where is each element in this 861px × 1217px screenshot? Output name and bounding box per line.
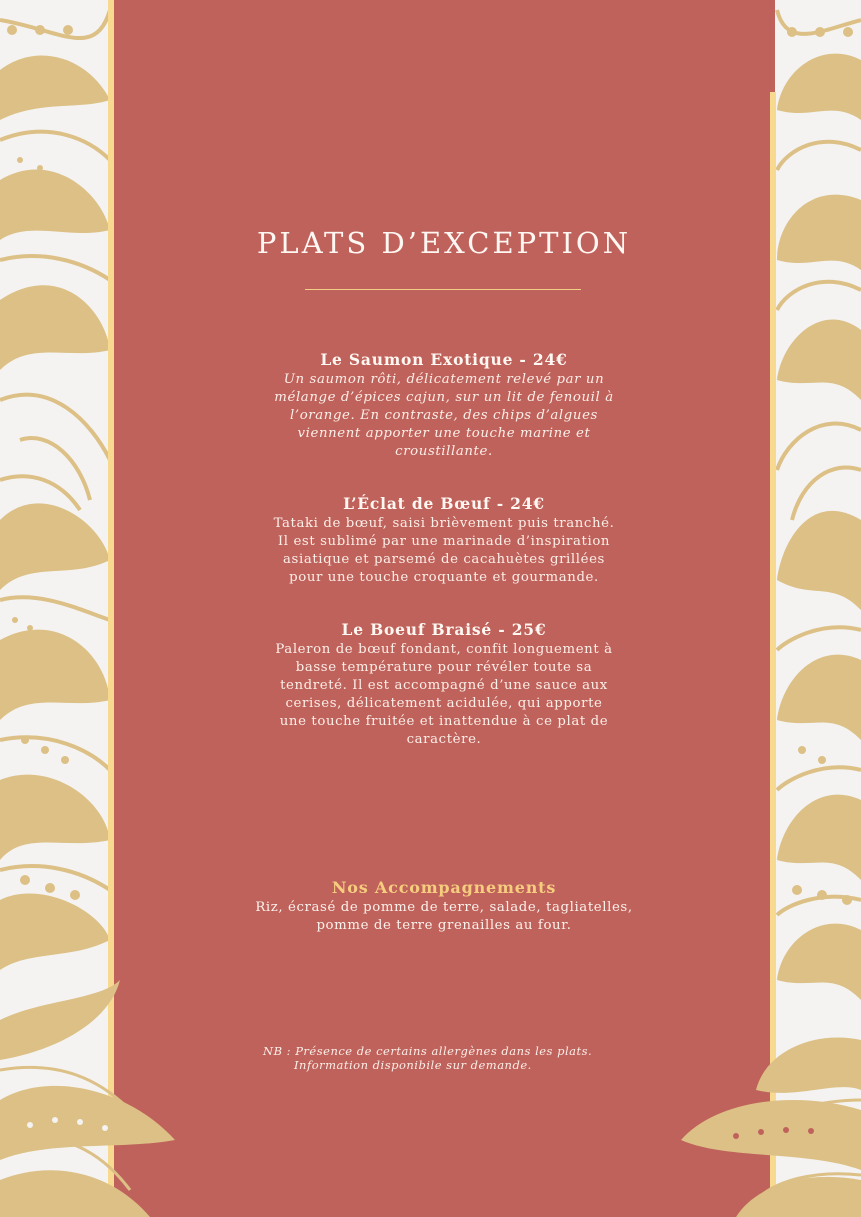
dish-description-line: Tataki de bœuf, saisi brièvement puis tranché. [273,516,615,531]
dish-description [244,515,644,587]
dish-name: Le Saumon Exotique - 24€ [320,350,568,369]
dish-description-line: Il est sublimé par une marinade d’inspiration [277,534,611,549]
dish-description-line: Un saumon rôti, délicatement relevé par un [283,372,605,387]
dish-description-line: l’orange. En contraste, des chips d’algues [290,408,598,423]
sides-section [194,877,694,935]
dish-name: Le Boeuf Braisé - 25€ [341,620,547,639]
dish-description-line: tendreté. Il est accompagné d’une sauce aux [280,678,608,693]
corner-ornament-icon [676,1030,861,1217]
dish-description-line: basse température pour révéler toute sa [295,660,593,675]
dish-description-line: cerises, délicatement acidulée, qui apporte [285,696,603,711]
sides-title: Nos Accompagnements [331,878,557,897]
dish-item [244,349,644,461]
dish-description-line: une touche fruitée et inattendue à ce plat de [279,714,609,729]
dish-description-line: croustillante. [395,444,493,459]
dish-description-line: caractère. [406,732,482,747]
dish-description-line: pour une touche croquante et gourmande. [289,570,599,585]
dish-description-line: viennent apporter une touche marine et [297,426,591,441]
title-divider [305,289,581,290]
dish-description-line: asiatique et parsemé de cacahuètes grillées [283,552,605,567]
dish-description-line: Paleron de bœuf fondant, confit longuement à [275,642,613,657]
dish-item [244,493,644,587]
note-line: NB : Présence de certains allergènes dans les plats. [263,1044,593,1058]
dish-description-line: mélange d’épices cajun, sur un lit de fenouil à [274,390,614,405]
dish-description [244,371,644,461]
page-title: PLATS D’EXCEPTION [256,226,632,260]
sides-line: pomme de terre grenailles au four. [316,918,572,933]
dish-name: L’Éclat de Bœuf - 24€ [343,494,545,513]
dish-item [244,619,644,749]
allergen-note [263,1044,663,1072]
sides-line: Riz, écrasé de pomme de terre, salade, tagliatelles, [255,900,633,915]
corner-ornament-icon [0,960,180,1217]
dish-description [244,641,644,749]
note-line: Information disponibile sur demande. [294,1058,532,1072]
sides-text [194,899,694,935]
